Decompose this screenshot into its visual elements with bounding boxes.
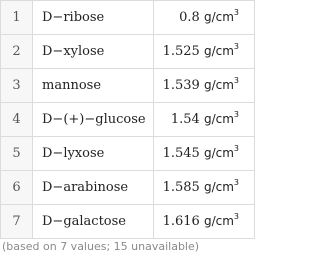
compound-name: D−(+)−glucose xyxy=(33,103,154,137)
table-body xyxy=(1,1,255,239)
density-cell xyxy=(154,171,255,205)
density-unit-exponent: 3 xyxy=(233,144,239,153)
density-unit-base: g/cm xyxy=(203,214,234,228)
density-unit-base: g/cm xyxy=(203,44,234,58)
table-row xyxy=(1,171,255,205)
compound-name: D−galactose xyxy=(33,205,154,239)
density-value: 1.616 xyxy=(162,214,200,229)
density-unit-base: g/cm xyxy=(203,112,234,126)
density-value: 1.539 xyxy=(162,78,200,93)
row-index: 2 xyxy=(1,35,33,69)
table-row xyxy=(1,1,255,35)
density-cell xyxy=(154,69,255,103)
density-value: 1.545 xyxy=(162,146,200,161)
row-index: 7 xyxy=(1,205,33,239)
density-value: 1.525 xyxy=(162,44,200,59)
density-unit-exponent: 3 xyxy=(233,110,239,119)
density-unit-base: g/cm xyxy=(203,180,234,194)
footnote: (based on 7 values; 15 unavailable) xyxy=(2,240,200,253)
table-row xyxy=(1,69,255,103)
table-row xyxy=(1,205,255,239)
row-index: 4 xyxy=(1,103,33,137)
density-unit xyxy=(204,78,239,92)
density-unit-exponent: 3 xyxy=(233,178,239,187)
row-index: 5 xyxy=(1,137,33,171)
compound-name: D−arabinose xyxy=(33,171,154,205)
density-unit-exponent: 3 xyxy=(233,76,239,85)
compound-name: D−xylose xyxy=(33,35,154,69)
table-row xyxy=(1,35,255,69)
density-value: 1.54 xyxy=(170,112,200,127)
compound-name: D−ribose xyxy=(33,1,154,35)
density-value: 0.8 xyxy=(179,10,200,25)
compound-name: D−lyxose xyxy=(33,137,154,171)
row-index: 1 xyxy=(1,1,33,35)
table-row xyxy=(1,137,255,171)
density-cell xyxy=(154,137,255,171)
density-unit-base: g/cm xyxy=(203,78,234,92)
density-unit-base: g/cm xyxy=(203,146,234,160)
density-unit-exponent: 3 xyxy=(233,8,239,17)
row-index: 6 xyxy=(1,171,33,205)
density-cell xyxy=(154,1,255,35)
compound-name: mannose xyxy=(33,69,154,103)
density-unit xyxy=(204,44,239,58)
density-cell xyxy=(154,205,255,239)
density-unit-exponent: 3 xyxy=(233,212,239,221)
density-unit xyxy=(204,146,239,160)
table-row xyxy=(1,103,255,137)
row-index: 3 xyxy=(1,69,33,103)
density-unit xyxy=(204,112,239,126)
density-cell xyxy=(154,35,255,69)
density-unit xyxy=(204,214,239,228)
density-value: 1.585 xyxy=(162,180,200,195)
density-unit xyxy=(204,180,239,194)
density-unit-exponent: 3 xyxy=(233,42,239,51)
density-unit xyxy=(204,10,239,24)
density-cell xyxy=(154,103,255,137)
density-unit-base: g/cm xyxy=(203,10,234,24)
